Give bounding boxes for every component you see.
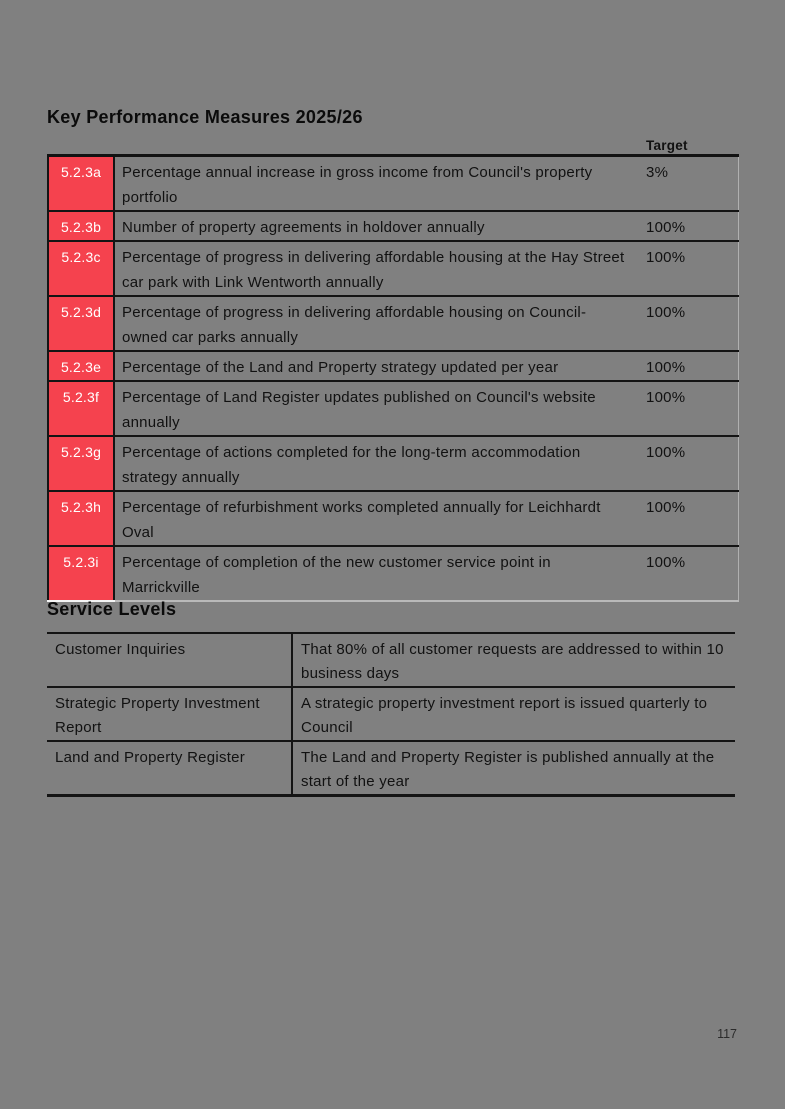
service-level-row (47, 741, 735, 796)
kpm-code-cell: 5.2.3d (48, 296, 114, 351)
kpm-row (48, 491, 738, 546)
service-level-cell: That 80% of all customer requests are addressed to within 10 business days (292, 633, 735, 687)
kpm-header-measure-spacer (114, 138, 638, 156)
service-levels-section-title: Service Levels (47, 599, 177, 619)
kpm-code-cell: 5.2.3b (48, 211, 114, 241)
kpm-target-cell: 100% (638, 211, 738, 241)
kpm-code-cell: 5.2.3i (48, 546, 114, 601)
service-name-cell: Land and Property Register (47, 741, 292, 796)
service-level-cell: The Land and Property Register is published annually at the start of the year (292, 741, 735, 796)
kpm-code-cell: 5.2.3c (48, 241, 114, 296)
page-number: 117 (717, 1027, 737, 1041)
kpm-measure-cell: Percentage of Land Register updates published on Council's website annually (114, 381, 638, 436)
kpm-measure-cell: Percentage annual increase in gross income from Council's property portfolio (114, 156, 638, 212)
kpm-target-cell: 100% (638, 381, 738, 436)
kpm-row (48, 351, 738, 381)
kpm-code-cell: 5.2.3g (48, 436, 114, 491)
kpm-row (48, 436, 738, 491)
kpm-measure-cell: Percentage of progress in delivering affordable housing on Council-owned car parks annually (114, 296, 638, 351)
kpm-row (48, 211, 738, 241)
kpm-header-code-spacer (48, 138, 114, 156)
kpm-target-cell: 100% (638, 351, 738, 381)
service-level-row (47, 687, 735, 741)
kpm-measure-cell: Percentage of refurbishment works completed annually for Leichhardt Oval (114, 491, 638, 546)
kpm-target-cell: 100% (638, 296, 738, 351)
kpm-code-cell: 5.2.3h (48, 491, 114, 546)
kpm-code-cell: 5.2.3e (48, 351, 114, 381)
kpm-code-cell: 5.2.3f (48, 381, 114, 436)
kpm-target-cell: 100% (638, 241, 738, 296)
kpm-header-row (48, 138, 738, 156)
kpm-measure-cell: Percentage of progress in delivering affordable housing at the Hay Street car park with Link Wentworth annually (114, 241, 638, 296)
kpm-table (47, 138, 739, 602)
service-level-row (47, 633, 735, 687)
kpm-measure-cell: Percentage of actions completed for the long-term accommodation strategy annually (114, 436, 638, 491)
kpm-code-cell: 5.2.3a (48, 156, 114, 212)
kpm-target-header: Target (638, 138, 738, 156)
kpm-measure-cell: Number of property agreements in holdover annually (114, 211, 638, 241)
kpm-target-cell: 100% (638, 436, 738, 491)
kpm-target-cell: 3% (638, 156, 738, 212)
kpm-row (48, 241, 738, 296)
kpm-row (48, 381, 738, 436)
service-name-cell: Strategic Property Investment Report (47, 687, 292, 741)
kpm-target-cell: 100% (638, 546, 738, 601)
kpm-row (48, 546, 738, 601)
kpm-section-title: Key Performance Measures 2025/26 (47, 107, 363, 127)
kpm-row (48, 296, 738, 351)
service-levels-table (47, 632, 735, 797)
kpm-measure-cell: Percentage of the Land and Property strategy updated per year (114, 351, 638, 381)
service-name-cell: Customer Inquiries (47, 633, 292, 687)
kpm-target-cell: 100% (638, 491, 738, 546)
kpm-measure-cell: Percentage of completion of the new customer service point in Marrickville (114, 546, 638, 601)
service-level-cell: A strategic property investment report is issued quarterly to Council (292, 687, 735, 741)
kpm-row (48, 156, 738, 212)
